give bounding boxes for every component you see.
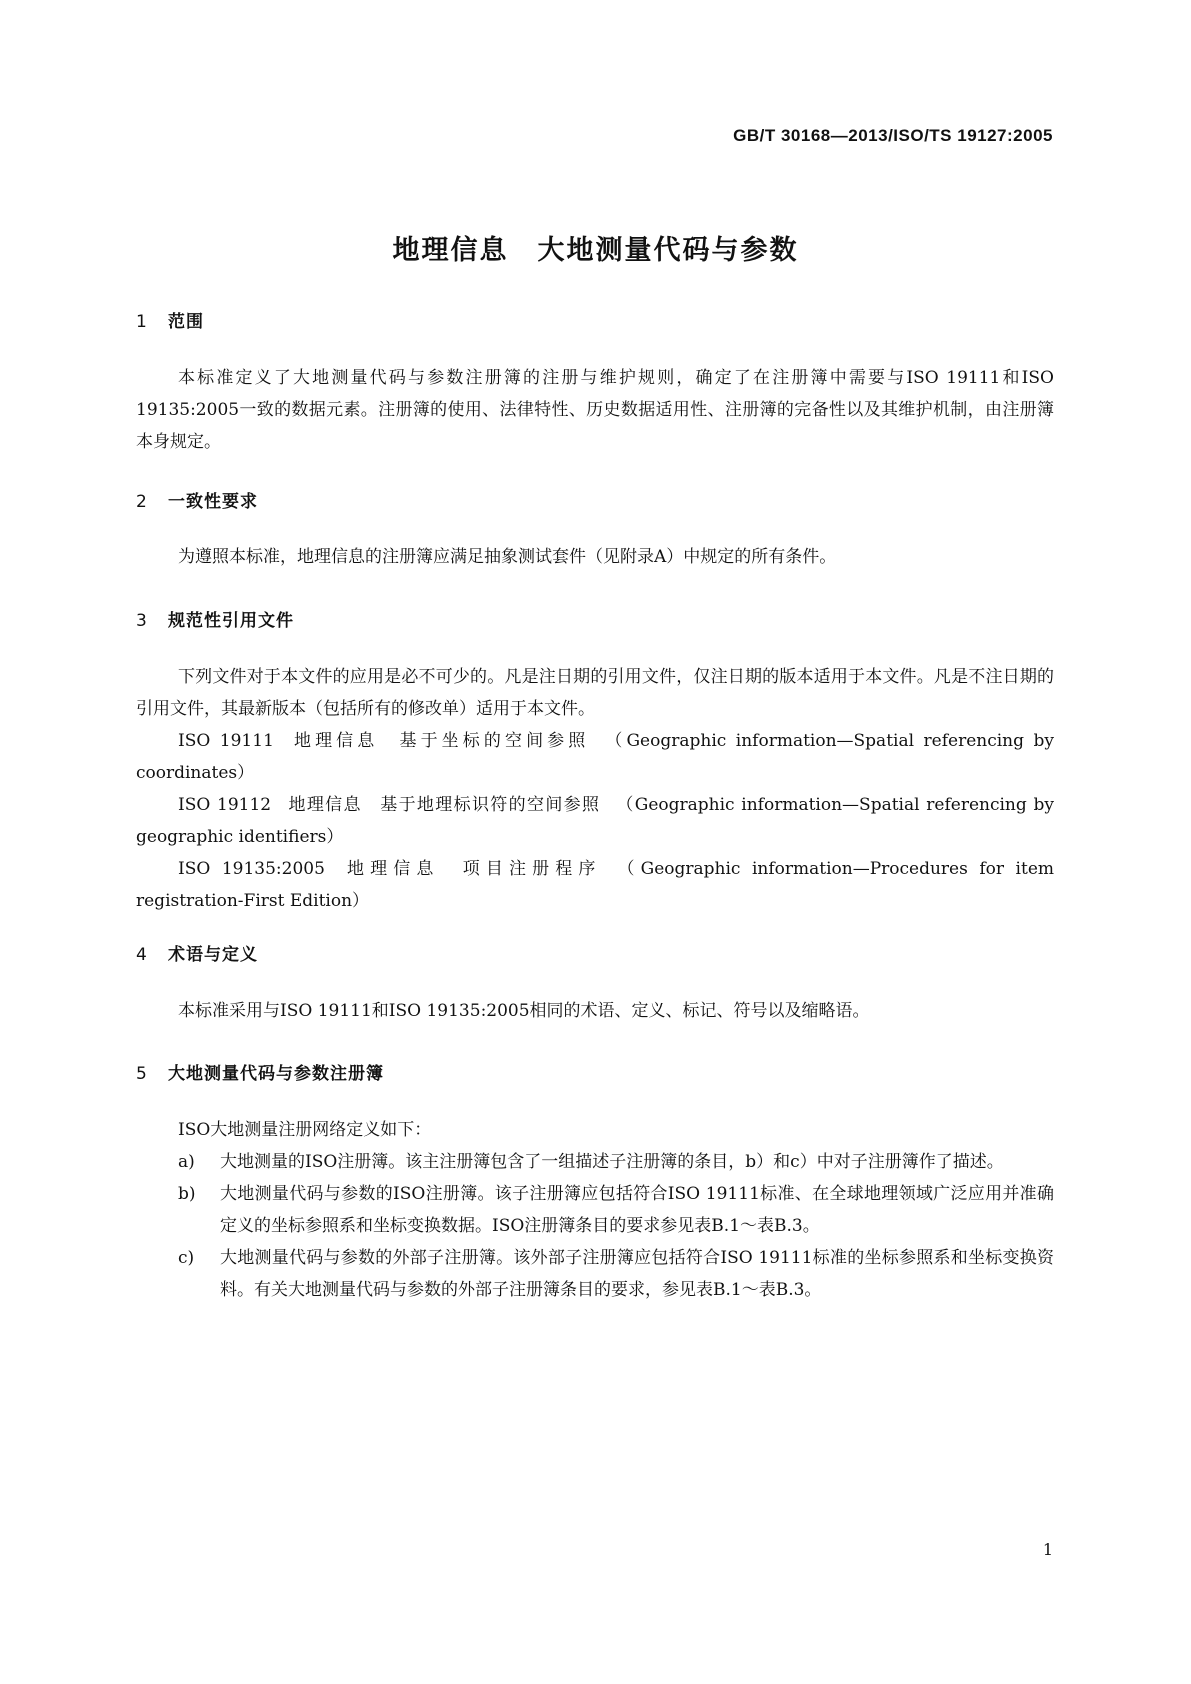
section-title: 术语与定义 [168,945,258,965]
reference-title-zh: 地理信息 基于坐标的空间参照 [289,731,590,751]
page-number: 1 [1042,1540,1053,1559]
list-marker: b) [178,1184,196,1204]
section-number: 4 [136,945,148,965]
section-2-paragraph: 为遵照本标准，地理信息的注册簿应满足抽象测试套件（见附录A）中规定的所有条件。 [178,547,837,567]
reference-title-zh: 地理信息 基于地理标识符的空间参照 [287,795,601,815]
normative-reference [136,853,1054,917]
list-marker: c) [178,1248,195,1268]
section-number: 5 [136,1064,148,1084]
reference-code: ISO 19111 [178,731,274,751]
section-number: 1 [136,312,148,332]
reference-title-en: （Geographic information—Spatial referencing by geographic identifiers） [136,795,1054,847]
reference-title-en: （Geographic information—Spatial referencing by coordinates） [136,731,1054,783]
section-3-body [136,661,1054,917]
list-item [136,1178,1054,1242]
section-2-heading [136,487,258,512]
reference-code: ISO 19112 [178,795,272,815]
section-title: 一致性要求 [168,492,258,512]
normative-reference [136,725,1054,789]
list-item [136,1242,1054,1306]
list-item-text: 大地测量代码与参数的外部子注册簿。该外部子注册簿应包括符合ISO 19111标准的坐标参照系和坐标变换资料。有关大地测量代码与参数的外部子注册簿条目的要求，参见表B.1～表B.3。 [220,1248,1054,1300]
list-marker: a) [178,1152,195,1172]
registry-list [136,1146,1054,1306]
section-4-paragraph: 本标准采用与ISO 19111和ISO 19135:2005相同的术语、定义、标记、符号以及缩略语。 [178,1001,870,1021]
section-title: 规范性引用文件 [168,611,294,631]
reference-title-zh: 地理信息 项目注册程序 [340,859,602,879]
section-title: 范围 [168,312,204,332]
list-item [136,1146,1054,1178]
section-5-intro: ISO大地测量注册网络定义如下： [178,1120,432,1140]
normative-reference [136,789,1054,853]
section-1-heading [136,307,204,332]
reference-code: ISO 19135:2005 [178,859,325,879]
section-3-heading [136,606,294,631]
standard-code: GB/T 30168—2013/ISO/TS 19127:2005 [733,126,1053,145]
section-1-paragraph: 本标准定义了大地测量代码与参数注册簿的注册与维护规则，确定了在注册簿中需要与ISO 19111和ISO 19135:2005一致的数据元素。注册簿的使用、法律特性、历史数据适用性、注册簿的完备性以及其维护机制，由注册簿本身规定。 [136,368,1054,452]
reference-title-en: （Geographic information—Procedures for item registration-First Edition） [136,859,1054,911]
page-title: 地理信息 大地测量代码与参数 [392,235,799,266]
section-number: 3 [136,611,148,631]
list-item-text: 大地测量代码与参数的ISO注册簿。该子注册簿应包括符合ISO 19111标准、在全球地理领域广泛应用并准确定义的坐标参照系和坐标变换数据。ISO注册簿条目的要求参见表B.1～表B.3。 [220,1184,1054,1236]
section-title: 大地测量代码与参数注册簿 [168,1064,384,1084]
section-3-paragraph: 下列文件对于本文件的应用是必不可少的。凡是注日期的引用文件，仅注日期的版本适用于本文件。凡是不注日期的引用文件，其最新版本（包括所有的修改单）适用于本文件。 [136,667,1054,719]
section-4-heading [136,940,258,965]
section-5-heading [136,1059,384,1084]
section-number: 2 [136,492,148,512]
list-item-text: 大地测量的ISO注册簿。该主注册簿包含了一组描述子注册簿的条目，b）和c）中对子注册簿作了描述。 [220,1152,1004,1172]
